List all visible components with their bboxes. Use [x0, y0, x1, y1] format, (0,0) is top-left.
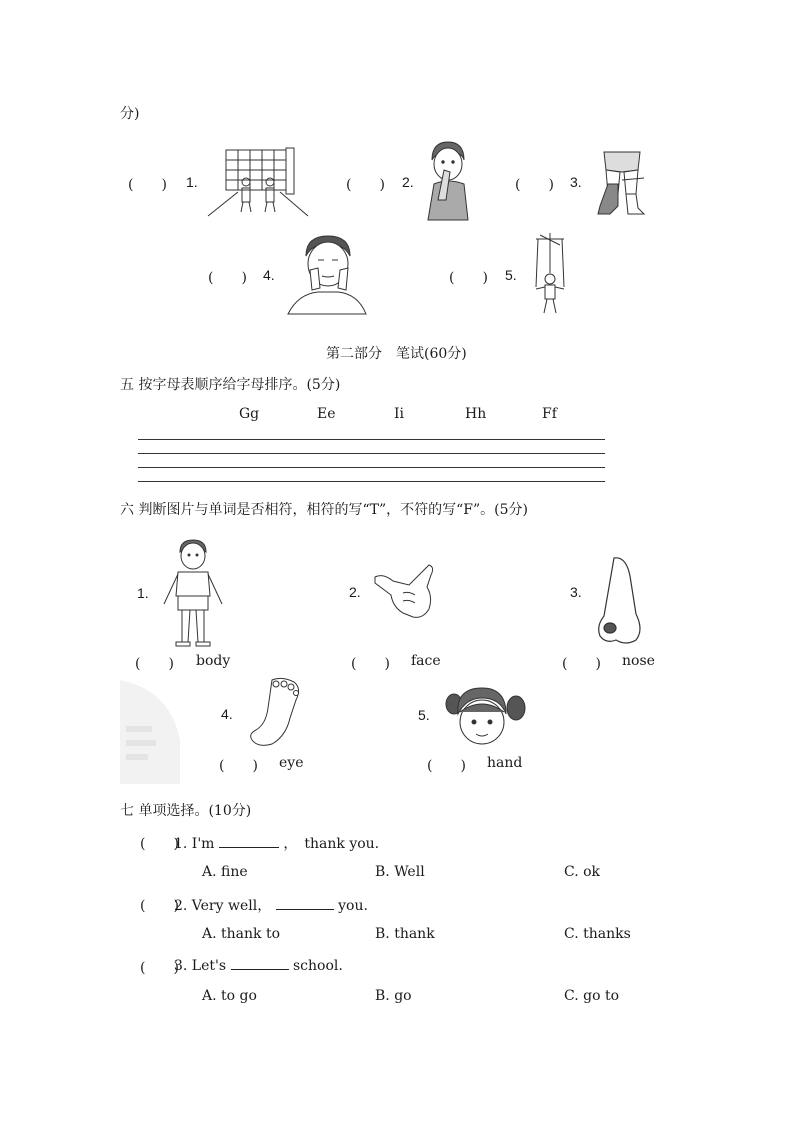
legs-icon	[594, 148, 650, 216]
question-3	[174, 957, 343, 974]
answer-paren-7-2[interactable]: ( )	[140, 898, 179, 914]
writing-line[interactable]	[138, 467, 605, 468]
boy-touching-nose-icon	[424, 140, 470, 220]
answer-paren-1[interactable]: ( )	[128, 177, 167, 193]
letter-3: Ii	[394, 406, 405, 422]
item-number-1: 1.	[186, 174, 198, 190]
option-2b[interactable]: B. thank	[375, 926, 435, 942]
option-2a[interactable]: A. thank to	[202, 926, 281, 942]
writing-line[interactable]	[138, 481, 605, 482]
man-touching-face-icon	[288, 234, 366, 314]
question-1	[174, 833, 379, 853]
question-2-stem-before: 2. Very well，	[174, 898, 272, 914]
answer-paren-7-3[interactable]: ( )	[140, 960, 179, 976]
question-3-blank[interactable]	[231, 957, 289, 970]
question-2-stem-after: you.	[338, 898, 368, 914]
question-1-blank[interactable]	[219, 835, 279, 848]
section5-title: 五 按字母表顺序给字母排序。(5分)	[120, 377, 341, 393]
word-4: eye	[279, 755, 304, 771]
question-3-stem-before: 3. Let's	[174, 958, 227, 974]
question-1-stem-before: 1. I'm	[174, 836, 215, 852]
item6-number-3: 3.	[570, 584, 582, 600]
option-3c[interactable]: C. go to	[564, 988, 620, 1004]
item6-number-5: 5.	[418, 707, 430, 723]
puppet-icon	[530, 233, 570, 317]
writing-line[interactable]	[138, 439, 605, 440]
option-2c[interactable]: C. thanks	[564, 926, 631, 942]
item-number-2: 2.	[402, 174, 414, 190]
foot-icon	[246, 678, 302, 748]
part-two-title: 第二部分 笔试(60分)	[326, 346, 467, 362]
item-number-3: 3.	[570, 174, 582, 190]
writing-line[interactable]	[138, 453, 605, 454]
answer-paren-6-1[interactable]: ( )	[135, 656, 174, 672]
header-fragment: 分)	[120, 106, 140, 122]
option-3b[interactable]: B. go	[375, 988, 412, 1004]
section6-title: 六 判断图片与单词是否相符，相符的写“T”，不符的写“F”。(5分)	[120, 502, 528, 518]
school-icon	[208, 146, 308, 218]
letter-2: Ee	[317, 406, 336, 422]
answer-paren-6-3[interactable]: ( )	[562, 656, 601, 672]
word-5: hand	[487, 755, 523, 771]
boy-body-icon	[160, 538, 226, 648]
section7-title: 七 单项选择。(10分)	[120, 803, 252, 819]
option-1c[interactable]: C. ok	[564, 864, 601, 880]
answer-paren-7-1[interactable]: ( )	[140, 836, 179, 852]
item-number-4: 4.	[263, 267, 275, 283]
option-3a[interactable]: A. to go	[202, 988, 257, 1004]
answer-paren-6-5[interactable]: ( )	[427, 758, 466, 774]
answer-paren-2[interactable]: ( )	[346, 177, 385, 193]
question-2-blank[interactable]	[276, 897, 334, 910]
question-3-stem-after: school.	[292, 958, 343, 974]
watermark-seal-icon	[120, 680, 184, 784]
answer-paren-6-2[interactable]: ( )	[351, 656, 390, 672]
hand-icon	[373, 563, 439, 621]
option-1b[interactable]: B. Well	[375, 864, 425, 880]
answer-paren-3[interactable]: ( )	[515, 177, 554, 193]
letter-1: Gg	[239, 406, 260, 422]
item6-number-1: 1.	[137, 585, 149, 601]
item-number-5: 5.	[505, 267, 517, 283]
word-2: face	[411, 653, 441, 669]
option-1a[interactable]: A. fine	[202, 864, 248, 880]
nose-icon	[596, 556, 642, 644]
question-1-stem-after: ， thank you.	[283, 836, 380, 852]
letter-4: Hh	[465, 406, 487, 422]
question-2	[174, 895, 368, 915]
item6-number-4: 4.	[221, 706, 233, 722]
answer-paren-5[interactable]: ( )	[449, 270, 488, 286]
word-1: body	[196, 653, 231, 669]
item6-number-2: 2.	[349, 584, 361, 600]
answer-paren-6-4[interactable]: ( )	[219, 758, 258, 774]
answer-paren-4[interactable]: ( )	[208, 270, 247, 286]
word-3: nose	[622, 653, 655, 669]
letter-5: Ff	[542, 406, 557, 422]
girl-face-icon	[446, 684, 526, 748]
